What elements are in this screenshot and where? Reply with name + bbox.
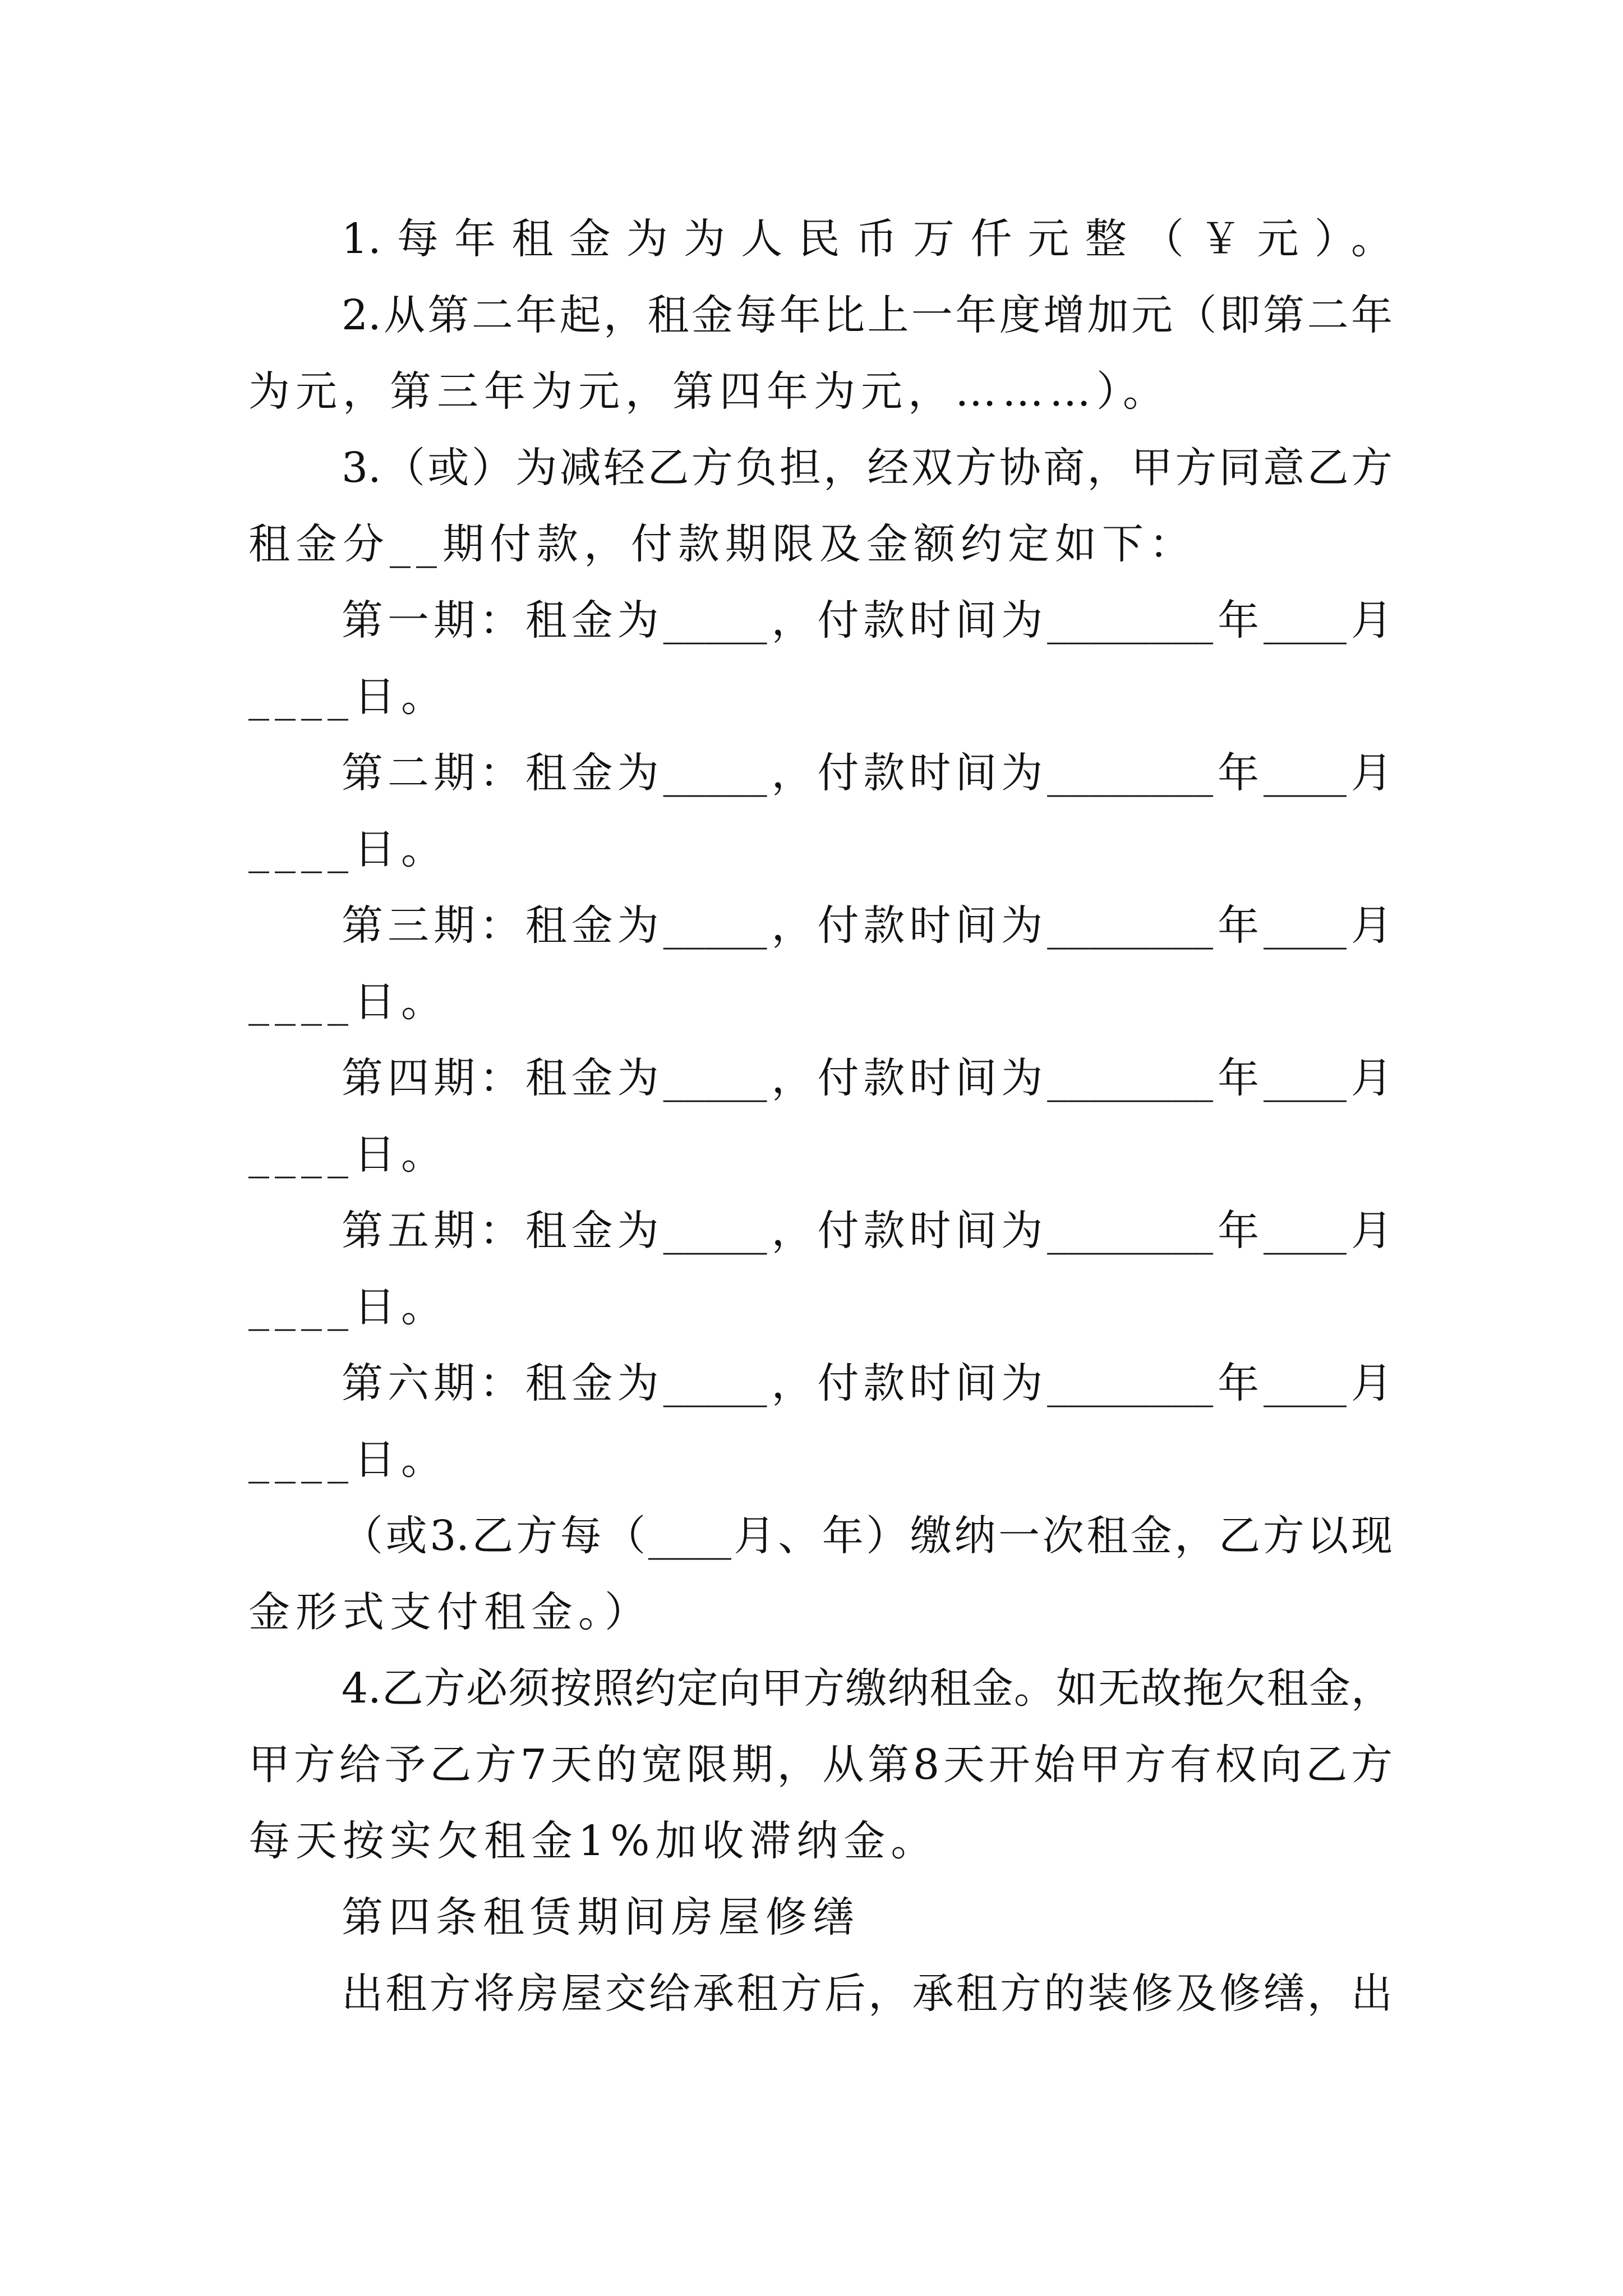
installment-line: ____日。: [248, 673, 448, 721]
paragraph-line: 出租方将房屋交给承租方后，承租方的装修及修缮，出: [342, 1970, 1393, 2018]
installment-line: 第二期：租金为_____，付款时间为________年____月: [342, 749, 1393, 797]
installment-line: 第四期：租金为_____，付款时间为________年____月: [342, 1054, 1393, 1102]
paragraph-line: 甲方给予乙方7天的宽限期，从第8天开始甲方有权向乙方: [248, 1741, 1393, 1789]
document-body: [248, 201, 1393, 2032]
installment-line: 第一期：租金为_____，付款时间为________年____月: [342, 596, 1393, 645]
paragraph-line: 每天按实欠租金1%加收滞纳金。: [248, 1817, 938, 1865]
installment-line: ____日。: [248, 1435, 448, 1484]
paragraph-line: 3.（或）为减轻乙方负担，经双方协商，甲方同意乙方: [342, 444, 1393, 492]
installment-line: 第五期：租金为_____，付款时间为________年____月: [342, 1207, 1393, 1255]
installment-line: ____日。: [248, 978, 448, 1026]
paragraph-line: 4.乙方必须按照约定向甲方缴纳租金。如无故拖欠租金，: [342, 1664, 1393, 1713]
installment-line: 第三期：租金为_____，付款时间为________年____月: [342, 901, 1393, 950]
paragraph-line: 2.从第二年起，租金每年比上一年度增加元（即第二年: [342, 291, 1393, 339]
installment-line: 第六期：租金为_____，付款时间为________年____月: [342, 1359, 1393, 1407]
paragraph-line: （或3.乙方每（____月、年）缴纳一次租金，乙方以现: [342, 1512, 1393, 1560]
section-heading: 第四条租赁期间房屋修缮: [342, 1893, 860, 1941]
installment-line: ____日。: [248, 1283, 448, 1331]
installment-line: ____日。: [248, 825, 448, 873]
installment-line: ____日。: [248, 1130, 448, 1179]
paragraph-line: 为元，第三年为元，第四年为元，………）。: [248, 367, 1170, 416]
paragraph-line: 金形式支付租金。）: [248, 1588, 652, 1636]
paragraph-line: 租金分__期付款，付款期限及金额约定如下：: [248, 520, 1196, 568]
paragraph-line: 1.每年租金为为人民币万仟元整（￥元）。: [342, 215, 1393, 263]
